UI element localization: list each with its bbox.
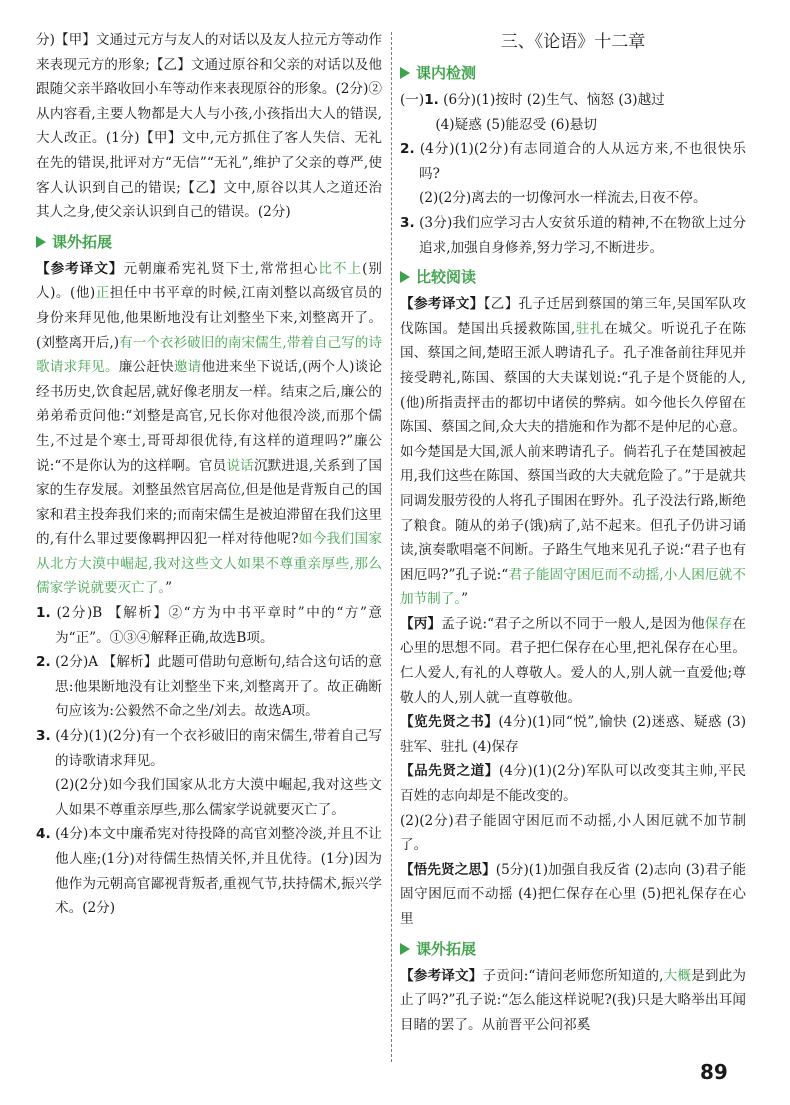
left-column [36,28,382,921]
right-answer-2-part2: (2)(2分)离去的一切像河水一样流去,日夜不停。 [419,190,707,207]
page-number: 89 [700,1060,728,1084]
column-divider [391,32,392,1062]
triangle-icon [400,271,410,283]
right-answer-2: 2. (4分)(1)(2分)有志同道合的人从远方来,不也很快乐吗? [400,141,746,182]
triangle-icon [400,943,410,955]
right-translation: 【参考译文】【乙】孔子迁居到蔡国的第三年,吴国军队攻伐陈国。楚国出兵援救陈国,驻扎在城父。听说孔子在陈国、蔡国之间,楚昭王派人聘请孔子。孔子准备前往拜见并接受聘礼,陈国、蔡国的大夫谋划说:“孔子是个贤能的人,(他)所指责抨击的都切中诸侯的弊病。如今他长久停留在陈国、蔡国之间,众大夫的措施和作为都不是仲尼的心意。如今楚国是大国,派人前来聘请孔子。倘若孔子在楚国被起用,我们这些在陈国、蔡国当政的大夫就危险了。”于是就共同调发服劳役的人将孔子围困在野外。孔子没法行路,断绝了粮食。随从的弟子(饿)病了,站不起来。但孔子仍讲习诵读,演奏歌唱毫不间断。子路生气地来见孔子说:“君子也有困厄吗?”孔子说:“君子能固守困厄而不动摇,小人困厄就不加节制了。” [400,296,747,608]
right-translation-2: 【参考译文】子贡问:“请问老师您所知道的,大概是到此为止了吗?”孔子说:“怎么能这样说呢?(我)只是大略举出耳闻目睹的罢了。从前晋平公问祁奚 [400,967,746,1033]
right-answer-3: 3. (3分)我们应学习古人安贫乐道的精神,不在物欲上过分追求,加强自身修养,努力学习,不断进步。 [400,214,746,256]
answer-taste-way: 【品先贤之道】(4分)(1)(2分)军队可以改变其主帅,平民百姓的志向却是不能改变的。 [400,763,747,805]
section-heading-extension: 课外拓展 [36,229,382,255]
answer-1: 1. (2分)B 【解析】②“方为中书平章时”中的“方”意为“正”。①③④解释正确,故选B项。 [36,605,382,646]
answer-read-books: 【览先贤之书】(4分)(1)同“悦”,愉快 (2)迷惑、疑惑 (3)驻军、驻扎 (4)保存 [400,714,746,755]
left-intro: 分)【甲】文通过元方与友人的对话以及友人拉元方等动作来表现元方的形象;【乙】文通过原谷和父亲的对话以及他跟随父亲半路收回小车等动作来表现原谷的形象。(2分)②从内容看,主要人物都是大人与小孩,小孩指出大人的错误,大人改正。(1分)【甲】文中,元方抓住了客人失信、无礼在先的错误,批评对方“无信”“无礼”,维护了父亲的尊严,使客人认识到自己的错误;【乙】文中,原谷以其人之道还治其人之身,使父亲认识到自己的错误。(2分) [36,32,382,221]
triangle-icon [36,236,46,248]
left-translation: 【参考译文】元朝廉希宪礼贤下士,常常担心比不上(别人)。(他)正担任中书平章的时候,江南刘整以高级官员的身份来拜见他,他果断地没有让刘整坐下来,刘整离开了。(刘整离开后,)有一个衣衫破旧的南宋儒生,带着自己写的诗歌请求拜见。廉公赶快邀请他进来坐下说话,(两个人)谈论经书历史,饮食起居,就好像老朋友一样。结束之后,廉公的弟弟希贡问他:“刘整是高官,兄长你对他很冷淡,而那个儒生,不过是个寒士,哥哥却很优待,有这样的道理吗?”廉公说:“不是你认为的这样啊。官员说话沉默进退,关系到了国家的生存发展。刘整虽然官居高位,但是他是背叛自己的国家和君主投奔我们来的;而南宋儒生是被迫滞留在我们这里的,有什么罪过要像羁押囚犯一样对待他呢?如今我们国家从北方大漠中崛起,我对这些文人如果不尊重亲厚些,那么儒家学说就要灭亡了。” [36,260,383,597]
answer-understand-thought: 【悟先贤之思】(5分)(1)加强自我反省 (2)志向 (3)君子能固守困厄而不动摇 (4)把仁保存在心里 (5)把礼保存在心里 [400,861,747,927]
answer-3: 3. (4分)(1)(2分)有一个衣衫破旧的南宋儒生,带着自己写的诗歌请求拜见。 [36,728,382,769]
section-heading-comparison: 比较阅读 [400,264,746,290]
section-heading-extension-2: 课外拓展 [400,936,746,962]
section-heading-in-class: 课内检测 [400,60,746,86]
answer-taste-way-part2: (2)(2分)君子能固守困厄而不动摇,小人困厄就不加节制了。 [400,812,746,854]
answer-4: 4. (4分)本文中廉希宪对待投降的高官刘整冷淡,并且不让他人座;(1分)对待儒生热情关怀,并且优待。(1分)因为他作为元朝高官鄙视背叛者,重视气节,扶持儒术,振兴学术。(2分) [36,826,382,917]
answer-3-part2: (2)(2分)如今我们国家从北方大漠中崛起,我对这些文人如果不尊重亲厚些,那么儒家学说就要灭亡了。 [55,777,382,818]
right-answer-1-line2: (4)疑惑 (5)能忍受 (6)悬切 [435,116,597,133]
triangle-icon [400,67,410,79]
right-column [400,28,746,1037]
right-answer-1: (一)1. (6分)(1)按时 (2)生气、恼怒 (3)越过 [400,92,665,108]
answer-2: 2. (2分)A 【解析】此题可借助句意断句,结合这句话的意思:他果断地没有让刘整坐下来,刘整离开了。故正确断句应该为:公毅然不命之坐/刘去。故选A项。 [36,654,382,720]
chapter-title: 三、《论语》十二章 [500,32,646,52]
right-translation-bing: 【丙】孟子说:“君子之所以不同于一般人,是因为他保存在心里的思想不同。君子把仁保存在心里,把礼保存在心里。仁人爱人,有礼的人尊敬人。爱人的人,别人就一直爱他;尊敬人的人,别人就一直尊敬他。 [400,615,746,706]
